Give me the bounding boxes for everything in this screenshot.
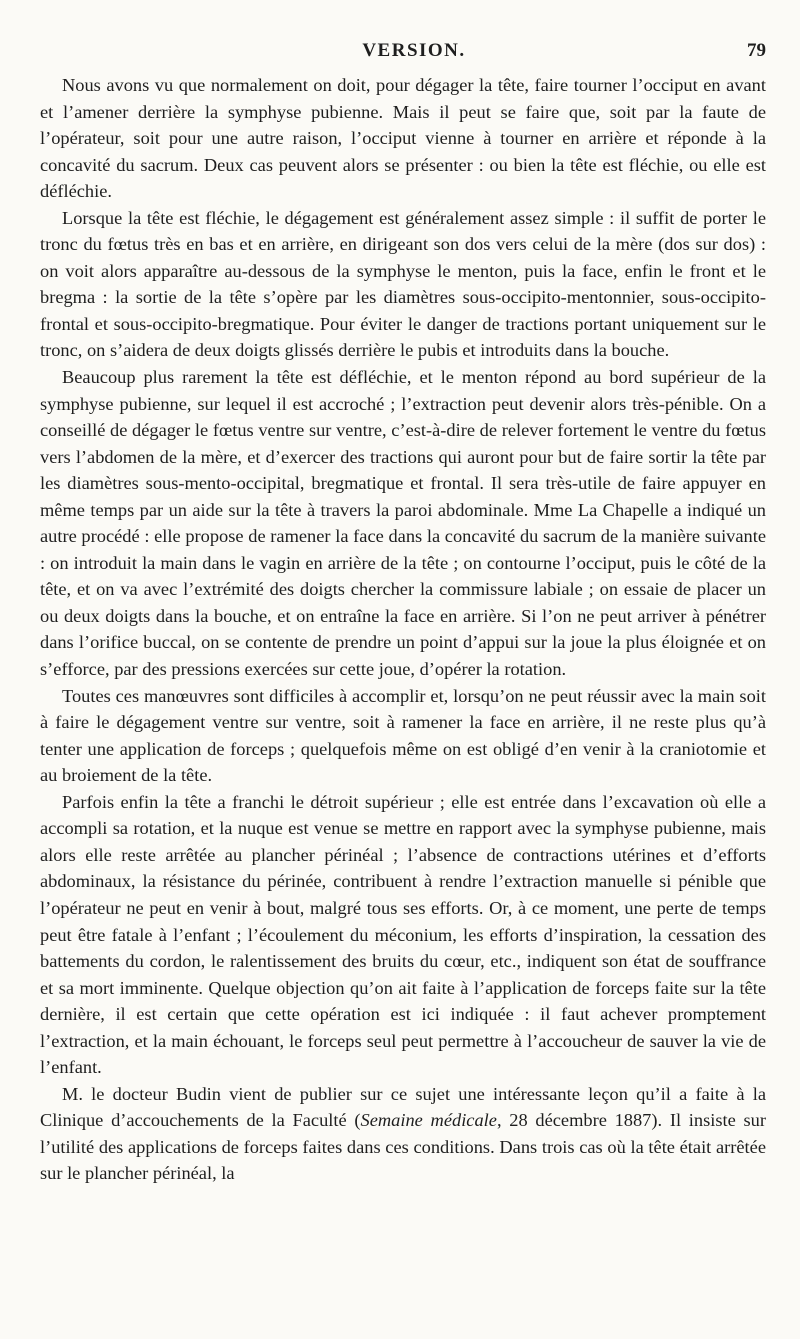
journal-title: Semaine médicale — [360, 1110, 497, 1131]
budin-text-start: M. le docteur Budin vient de publier sur ce sujet une intéressante leçon qu’il a faite à la Clinique d’accouchements de la Faculté ( — [40, 1083, 766, 1131]
paragraph-budin-lesson — [40, 1081, 766, 1187]
section-title: VERSION. — [362, 40, 466, 61]
running-head — [62, 40, 766, 70]
paragraph-flexed-head: Lorsque la tête est fléchie, le dégagement est généralement assez simple : il suffit de porter le tronc du fœtus très en bas et en arrière, en dirigeant son dos vers celui de la mère (dos sur dos) : on voit alors apparaître au-dessous de la symphyse le menton, puis la face, enfin le front et le bregma : la sortie de la tête s’opère par les diamètres sous-occipito-mentonnier, sous-occipito-frontal et sous-occipito-bregmatique. Pour éviter le danger de tractions portant uniquement sur le tronc, on s’aidera de deux doigts glissés derrière le pubis et introduits dans la bouche. — [40, 207, 766, 361]
budin-text-end: , 28 décembre 1887). Il insiste sur l’utilité des applications de forceps faites dans ces conditions. Dans trois cas où la tête était arrêtée sur le plancher périnéal, la — [40, 1110, 767, 1184]
page-number: 79 — [747, 40, 766, 61]
paragraph-occiput-rotation: Nous avons vu que normalement on doit, pour dégager la tête, faire tourner l’occiput en avant et l’amener derrière la symphyse pubienne. Mais il peut se faire que, soit par la faute de l’opérateur, soit pour une autre raison, l’occiput vienne à tourner en arrière et réponde à la concavité du sacrum. Deux cas peuvent alors se présenter : ou bien la tête est fléchie, ou elle est défléchie. — [40, 75, 766, 202]
body-text — [40, 72, 766, 1187]
paragraph-difficult-maneuvers: Toutes ces manœuvres sont difficiles à accomplir et, lorsqu’on ne peut réussir avec la main soit à faire le dégagement ventre sur ventre, soit à ramener la face en arrière, il ne reste plus qu’à tenter une application de forceps ; quelquefois même on est obligé d’en venir à la craniotomie et au broiement de la tête. — [40, 685, 766, 786]
paragraph-deflexed-head: Beaucoup plus rarement la tête est défléchie, et le menton répond au bord supérieur de la symphyse pubienne, sur lequel il est accroché ; l’extraction peut devenir alors très-pénible. On a conseillé de dégager le fœtus ventre sur ventre, c’est-à-dire de relever fortement le ventre du fœtus vers l’abdomen de la mère, et d’exercer des tractions qui auront pour but de faire sortir la tête par les diamètres sous-mento-occipital, bregmatique et frontal. Il sera très-utile de faire appuyer en même temps par un aide sur la tête à travers la paroi abdominale. Mme La Chapelle a indiqué un autre procédé : elle propose de ramener la face dans la concavité du sacrum de la manière suivante : on introduit la main dans le vagin en arrière de la tête ; on contourne l’occiput, puis le côté de la tête, et on va avec l’extrémité des doigts chercher la commissure labiale ; on essaie de placer un ou deux doigts dans la bouche, et on entraîne la face en arrière. Si l’on ne peut arriver à pénétrer dans l’orifice buccal, on se contente de prendre un point d’appui sur la joue la plus éloignée et on s’efforce, par des pressions exercées sur cette joue, d’opérer la rotation. — [40, 367, 766, 680]
paragraph-arrested-head: Parfois enfin la tête a franchi le détroit supérieur ; elle est entrée dans l’excavation où elle a accompli sa rotation, et la nuque est venue se mettre en rapport avec la symphyse pubienne, mais alors elle reste arrêtée au plancher périnéal ; l’absence de contractions utérines et d’efforts abdominaux, la résistance du périnée, contribuent à rendre l’extraction manuelle si pénible que l’opérateur ne peut en venir à bout, malgré tous ses efforts. Or, à ce moment, une perte de temps peut être fatale à l’enfant ; l’écoulement du méconium, les efforts d’inspiration, la cessation des battements du cordon, le ralentissement des bruits du cœur, etc., indiquent son état de souffrance et sa mort imminente. Quelque objection qu’on ait faite à l’application de forceps faite sur la tête dernière, il est certain que cette opération est ici indiquée : il faut achever promptement l’extraction, et la main échouant, le forceps seul peut permettre à l’accoucheur de sauver la vie de l’enfant. — [40, 791, 766, 1078]
